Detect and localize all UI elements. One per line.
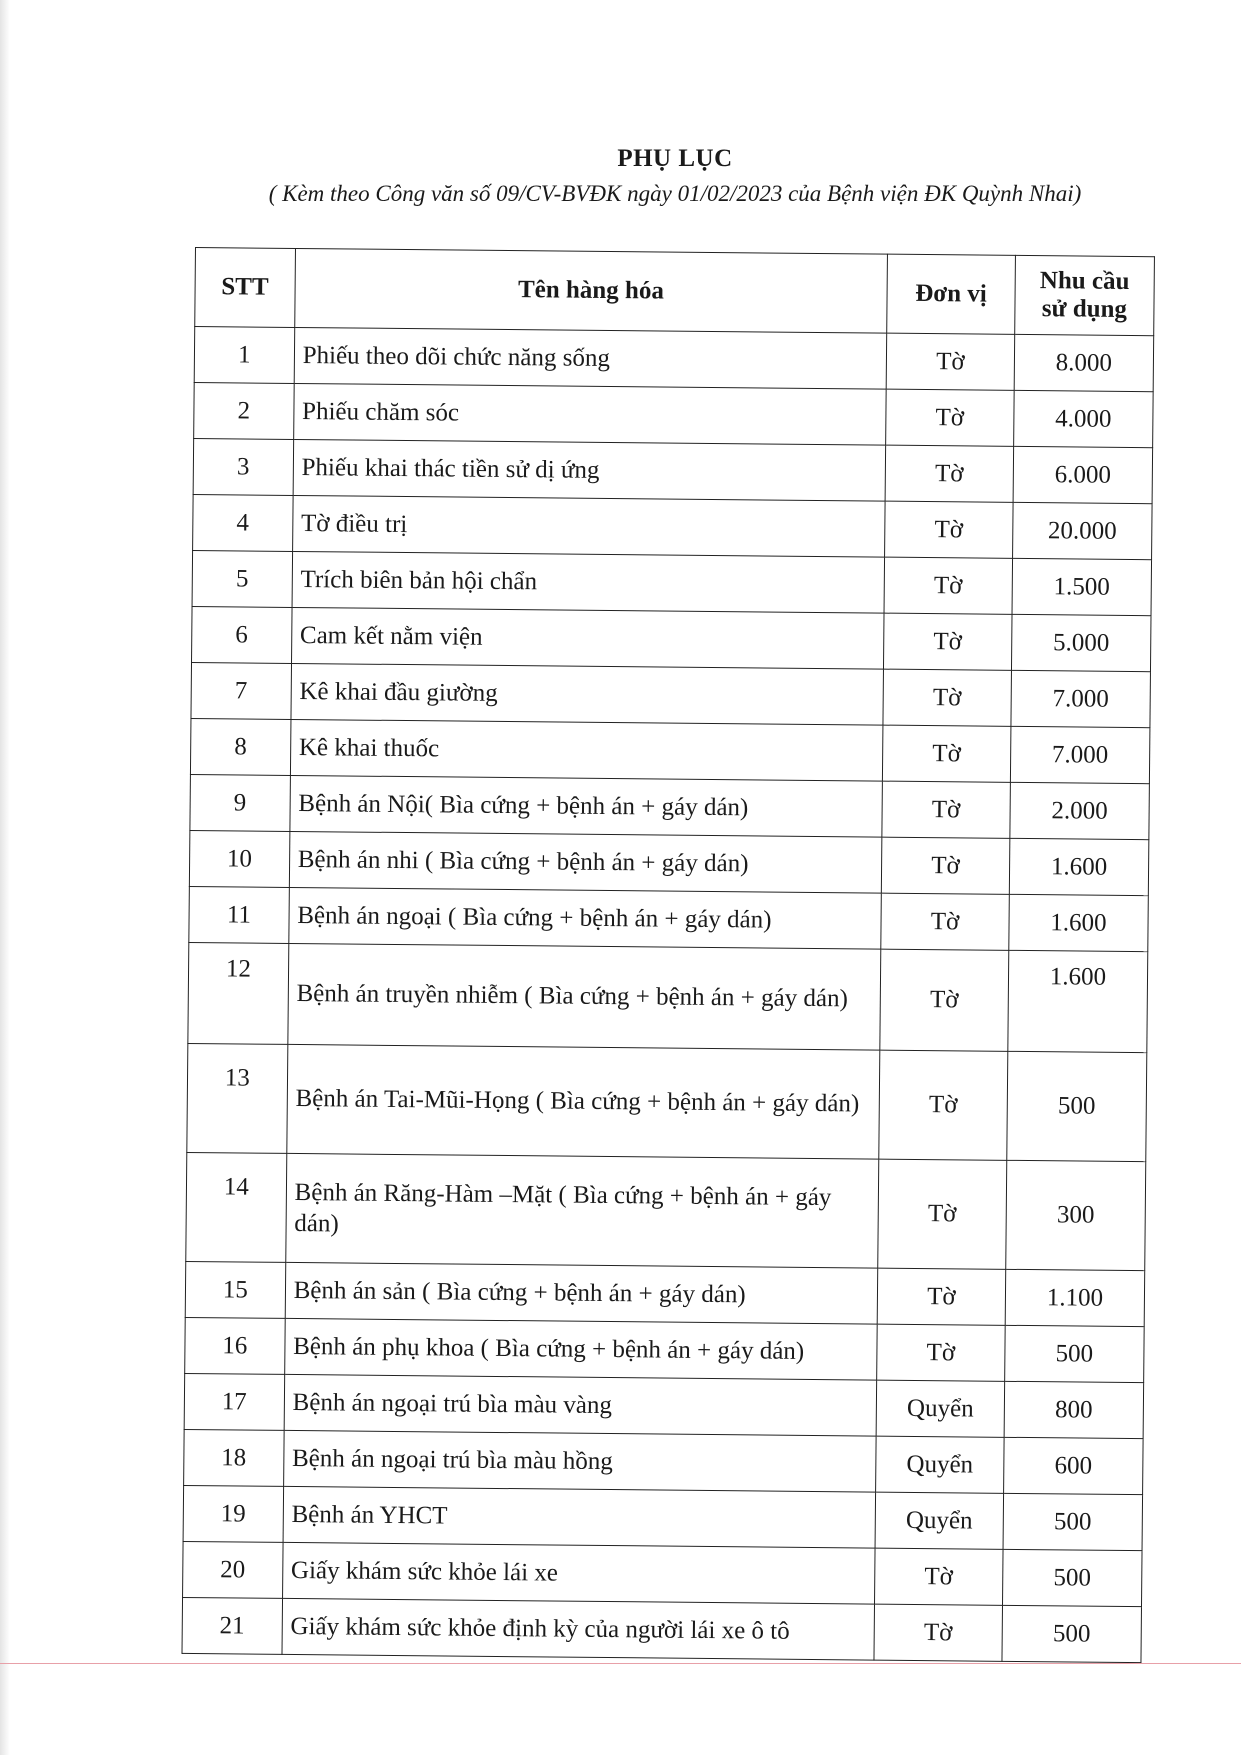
cell-name: Giấy khám sức khỏe lái xe (282, 1542, 875, 1604)
cell-name: Tờ điều trị (292, 495, 885, 557)
page-subtitle: ( Kèm theo Công văn số 09/CV-BVĐK ngày 01/02/2023 của Bệnh viện ĐK Quỳnh Nhai) (268, 181, 1082, 206)
cell-name: Bệnh án nhi ( Bìa cứng + bệnh án + gáy dán) (289, 831, 882, 893)
cell-name: Bệnh án truyền nhiễm ( Bìa cứng + bệnh án + gáy dán) (288, 943, 881, 1050)
cell-unit: Tờ (883, 669, 1011, 726)
cell-unit: Tờ (878, 1159, 1007, 1269)
cell-qty: 500 (1003, 1493, 1143, 1550)
cell-qty: 600 (1003, 1437, 1143, 1494)
cell-unit: Tờ (886, 389, 1014, 446)
cell-qty: 6.000 (1013, 446, 1153, 503)
table-row (185, 1261, 1144, 1326)
cell-qty: 500 (1002, 1605, 1142, 1662)
cell-stt: 21 (182, 1597, 282, 1654)
cell-stt: 3 (193, 438, 293, 495)
cell-unit: Tờ (882, 725, 1010, 782)
table-row (193, 438, 1152, 503)
cell-qty: 800 (1004, 1381, 1144, 1438)
header-qty-line1: Nhu cầu (1039, 267, 1130, 295)
header-name: Tên hàng hóa (294, 248, 887, 333)
table-row (184, 1373, 1143, 1438)
cell-stt: 17 (184, 1373, 284, 1430)
table-row (189, 886, 1148, 951)
cell-unit: Tờ (879, 1050, 1008, 1160)
cell-unit: Tờ (885, 501, 1013, 558)
table-row (182, 1597, 1141, 1662)
cell-name: Bệnh án YHCT (283, 1486, 876, 1548)
table-row (187, 1043, 1147, 1161)
cell-stt: 13 (187, 1043, 288, 1153)
cell-stt: 7 (191, 662, 291, 719)
cell-stt: 9 (190, 774, 290, 831)
table-header-row (195, 248, 1155, 336)
cell-unit: Tờ (882, 781, 1010, 838)
cell-qty: 500 (1005, 1325, 1145, 1382)
cell-name: Bệnh án ngoại trú bìa màu vàng (284, 1374, 877, 1436)
cell-unit: Tờ (881, 837, 1009, 894)
cell-qty: 7.000 (1010, 726, 1150, 783)
page-divider-line (0, 1663, 1241, 1664)
table-row (193, 494, 1152, 559)
table-row (194, 382, 1153, 447)
cell-name: Bệnh án Nội( Bìa cứng + bệnh án + gáy dán) (290, 775, 883, 837)
cell-name: Bệnh án ngoại trú bìa màu hồng (283, 1430, 876, 1492)
cell-qty: 4.000 (1014, 390, 1154, 447)
table-row (188, 942, 1148, 1052)
cell-stt: 12 (188, 942, 289, 1044)
cell-stt: 18 (184, 1429, 284, 1486)
cell-name: Cam kết nằm viện (291, 607, 884, 669)
page-title: PHỤ LỤC (617, 145, 733, 172)
cell-qty: 20.000 (1012, 502, 1152, 559)
cell-name: Phiếu khai thác tiền sử dị ứng (293, 439, 886, 501)
cell-unit: Tờ (877, 1324, 1005, 1381)
table-row (190, 774, 1149, 839)
cell-stt: 1 (194, 327, 294, 384)
table-row (183, 1541, 1142, 1606)
cell-stt: 11 (189, 886, 289, 943)
cell-qty: 1.100 (1005, 1269, 1145, 1326)
cell-stt: 16 (185, 1317, 285, 1374)
table-row (192, 606, 1151, 671)
cell-unit: Quyển (876, 1380, 1004, 1437)
header-unit: Đơn vị (887, 254, 1016, 334)
cell-unit: Tờ (875, 1548, 1003, 1605)
cell-stt: 5 (192, 550, 292, 607)
cell-stt: 8 (190, 718, 290, 775)
cell-qty: 300 (1006, 1160, 1146, 1270)
cell-stt: 15 (185, 1261, 285, 1318)
table-row (189, 830, 1148, 895)
table-row (184, 1429, 1143, 1494)
cell-name: Giấy khám sức khỏe định kỳ của người lái xe ô tô (282, 1598, 875, 1660)
cell-unit: Tờ (886, 333, 1014, 390)
cell-unit: Quyển (875, 1492, 1003, 1549)
cell-name: Bệnh án ngoại ( Bìa cứng + bệnh án + gáy dán) (289, 887, 882, 949)
cell-qty: 1.500 (1012, 558, 1152, 615)
cell-qty: 500 (1002, 1549, 1142, 1606)
cell-name: Kê khai đầu giường (291, 663, 884, 725)
cell-unit: Tờ (881, 893, 1009, 950)
cell-unit: Tờ (877, 1268, 1005, 1325)
cell-stt: 4 (193, 494, 293, 551)
cell-name: Bệnh án phụ khoa ( Bìa cứng + bệnh án + gáy dán) (284, 1318, 877, 1380)
table-row (190, 718, 1149, 783)
cell-qty: 7.000 (1011, 670, 1151, 727)
header-qty (1015, 255, 1155, 335)
table-row (194, 327, 1153, 392)
header-qty-line2: sử dụng (1041, 295, 1128, 323)
cell-unit: Tờ (883, 613, 1011, 670)
cell-qty: 1.600 (1009, 838, 1149, 895)
cell-unit: Tờ (874, 1604, 1002, 1661)
goods-table (181, 247, 1154, 1663)
table-row (183, 1485, 1142, 1550)
scan-edge-shadow (0, 0, 10, 1755)
cell-name: Bệnh án sản ( Bìa cứng + bệnh án + gáy dán) (285, 1262, 878, 1324)
cell-name: Trích biên bản hội chẩn (292, 551, 885, 613)
cell-name: Kê khai thuốc (290, 719, 883, 781)
cell-stt: 19 (183, 1485, 283, 1542)
table-row (185, 1317, 1144, 1382)
cell-qty: 1.600 (1009, 894, 1149, 951)
cell-stt: 2 (194, 382, 294, 439)
cell-unit: Tờ (885, 445, 1013, 502)
cell-stt: 6 (192, 606, 292, 663)
cell-name: Bệnh án Răng-Hàm –Mặt ( Bìa cứng + bệnh án + gáy dán) (285, 1153, 878, 1268)
cell-unit: Tờ (880, 949, 1009, 1051)
table-row (192, 550, 1151, 615)
cell-name: Phiếu chăm sóc (293, 383, 886, 445)
table-row (191, 662, 1150, 727)
cell-stt: 10 (189, 830, 289, 887)
cell-qty: 1.600 (1008, 950, 1148, 1052)
cell-unit: Quyển (876, 1436, 1004, 1493)
header-stt: STT (195, 248, 295, 328)
cell-qty: 2.000 (1010, 782, 1150, 839)
cell-stt: 14 (186, 1152, 287, 1262)
cell-unit: Tờ (884, 557, 1012, 614)
cell-qty: 500 (1007, 1051, 1147, 1161)
cell-stt: 20 (183, 1541, 283, 1598)
cell-qty: 8.000 (1014, 334, 1154, 391)
table-row (186, 1152, 1146, 1270)
cell-name: Phiếu theo dõi chức năng sống (294, 327, 887, 389)
cell-name: Bệnh án Tai-Mũi-Họng ( Bìa cứng + bệnh án + gáy dán) (287, 1044, 880, 1159)
cell-qty: 5.000 (1011, 614, 1151, 671)
